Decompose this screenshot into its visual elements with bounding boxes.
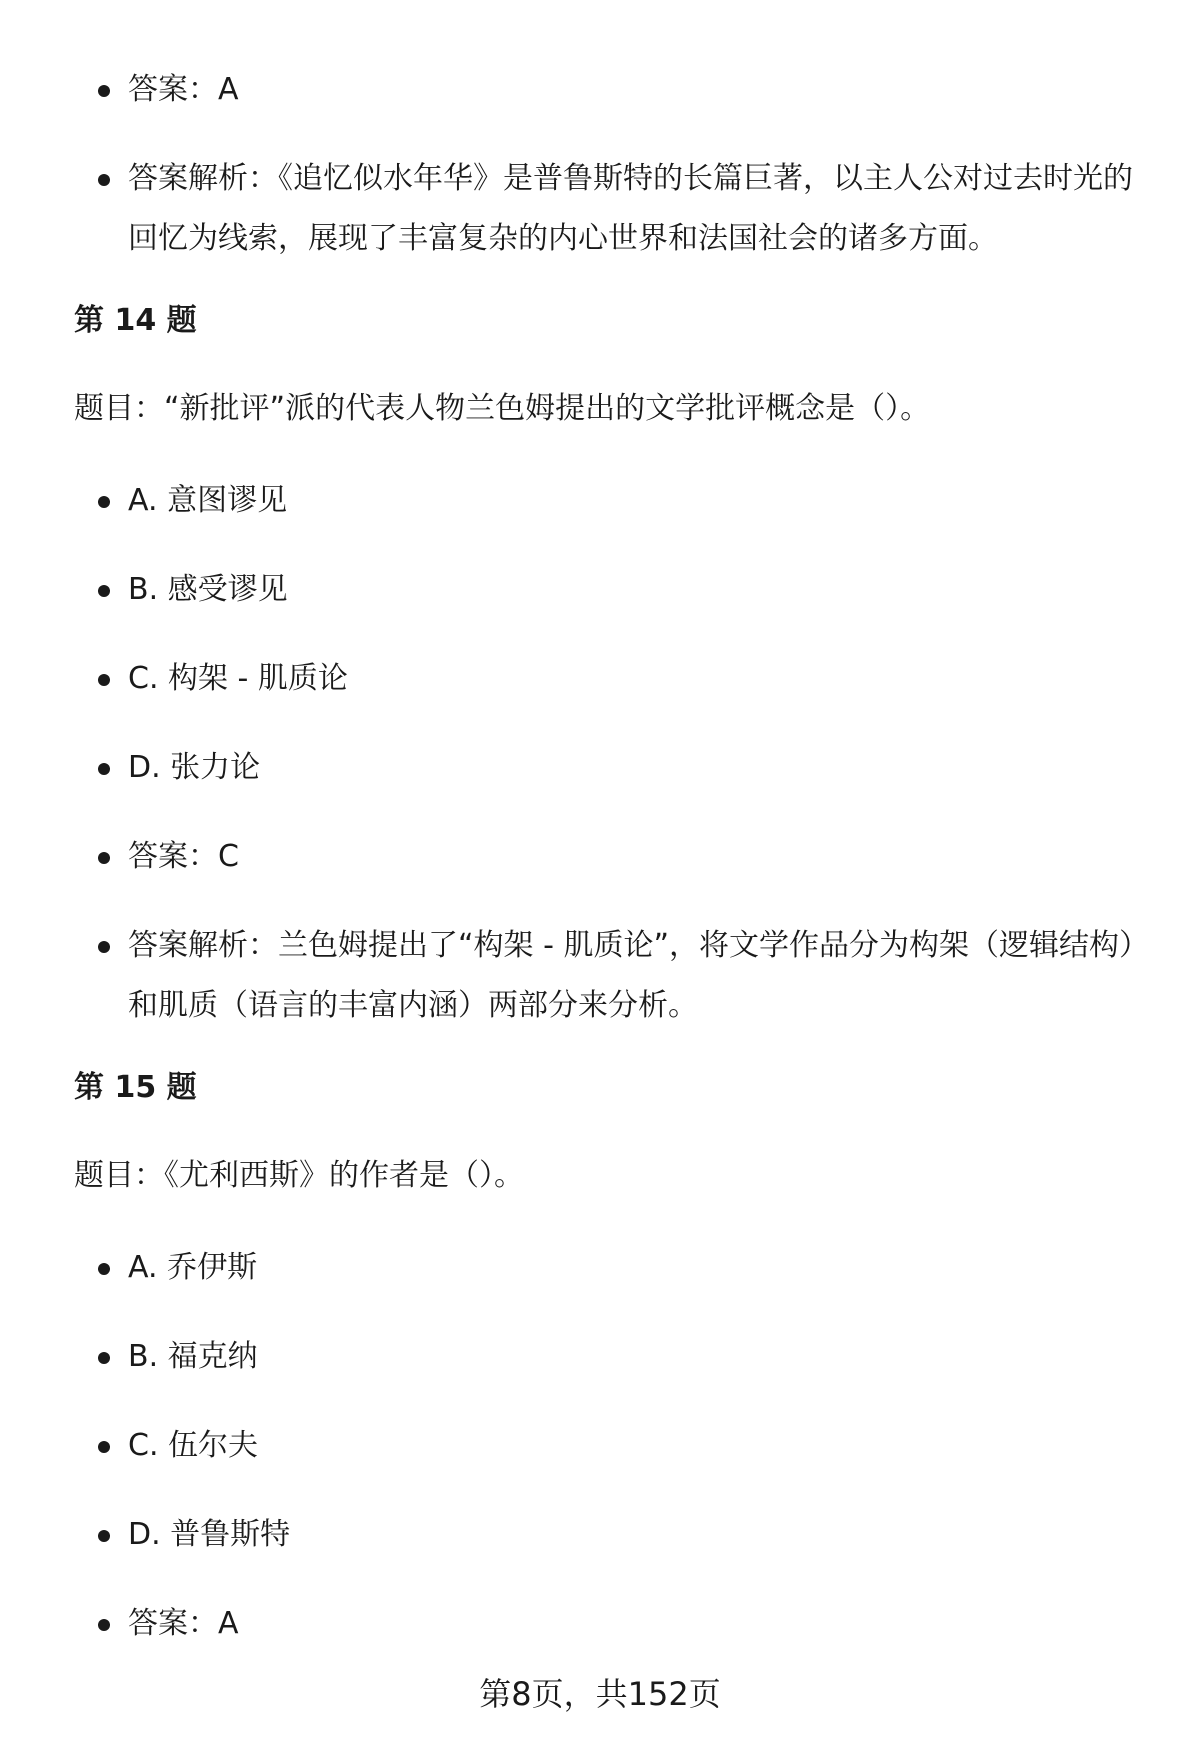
option-d: D. 普鲁斯特 [74, 1505, 1154, 1565]
question-14-stem: 题目：“新批评”派的代表人物兰色姆提出的文学批评概念是（）。 [74, 391, 931, 426]
option-c: C. 伍尔夫 [74, 1416, 1154, 1476]
previous-question-tail [74, 60, 1154, 269]
question-15-list [74, 1238, 1154, 1654]
question-14-list [74, 471, 1154, 1036]
answer-analysis-item: 答案解析：《追忆似水年华》是普鲁斯特的长篇巨著，以主人公对过去时光的回忆为线索，展现了丰富复杂的内心世界和法国社会的诸多方面。 [74, 149, 1154, 269]
option-b: B. 感受谬见 [74, 560, 1154, 620]
option-c: C. 构架 - 肌质论 [74, 649, 1154, 709]
option-d: D. 张力论 [74, 738, 1154, 798]
answer-item: 答案：C [74, 827, 1154, 887]
page-number-footer: 第8页，共152页 [479, 1675, 721, 1713]
answer-analysis-item: 答案解析：兰色姆提出了“构架 - 肌质论”，将文学作品分为构架（逻辑结构）和肌质（语言的丰富内涵）两部分来分析。 [74, 916, 1154, 1036]
answer-item: 答案：A [74, 60, 1154, 120]
question-15-stem: 题目：《尤利西斯》的作者是（）。 [74, 1158, 524, 1193]
question-15-heading: 第 15 题 [74, 1070, 197, 1105]
option-b: B. 福克纳 [74, 1327, 1154, 1387]
option-a: A. 乔伊斯 [74, 1238, 1154, 1298]
question-14-heading: 第 14 题 [74, 303, 197, 338]
option-a: A. 意图谬见 [74, 471, 1154, 531]
document-content [74, 60, 1154, 1683]
answer-item: 答案：A [74, 1594, 1154, 1654]
